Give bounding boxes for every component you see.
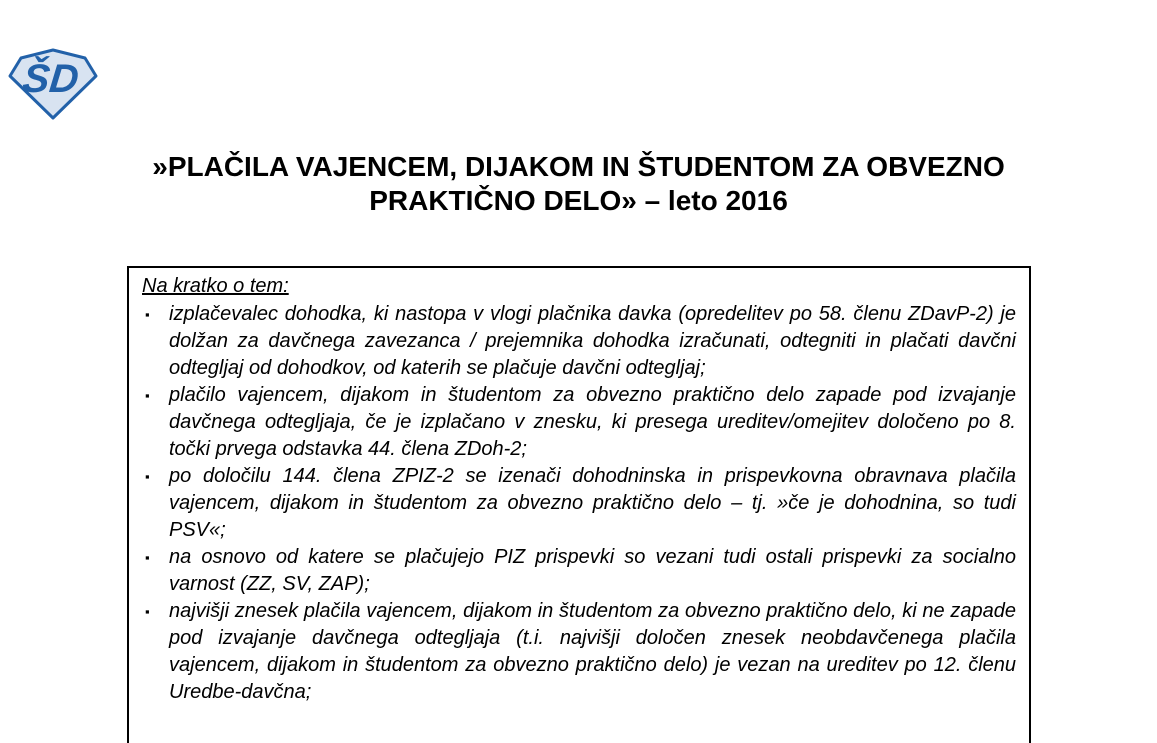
bullet-icon: ▪ [145, 388, 150, 403]
summary-box [127, 266, 1031, 743]
bullet-icon: ▪ [145, 307, 150, 322]
bullet-text: izplačevalec dohodka, ki nastopa v vlogi plačnika davka (opredelitev po 58. členu ZDavP-2) je dolžan za davčnega zavezanca / prejemnika dohodka izračunati, odtegniti in plačati davčni odtegljaj od dohodkov, od katerih se plačuje davčni odtegljaj; [169, 303, 1016, 379]
bullet-icon: ▪ [145, 550, 150, 565]
bullet-icon: ▪ [145, 469, 150, 484]
bullet-text: po določilu 144. člena ZPIZ-2 se izenači dohodninska in prispevkovna obravnava plačila vajencem, dijakom in študentom za obvezno praktično delo – tj. »če je dohodnina, so tudi PSV«; [169, 465, 1016, 541]
list-item [142, 463, 1016, 544]
list-item [142, 598, 1016, 706]
bullet-text: plačilo vajencem, dijakom in študentom za obvezno praktično delo zapade pod izvajanje davčnega odtegljaja, če je izplačano v znesku, ki presega ureditev/omejitev določeno po 8. točki prvega odstavka 44. člena ZDoh-2; [169, 384, 1016, 460]
title-line-1: »PLAČILA VAJENCEM, DIJAKOM IN ŠTUDENTOM ZA OBVEZNO [152, 151, 1005, 182]
bullet-text: najvišji znesek plačila vajencem, dijakom in študentom za obvezno praktično delo, ki ne zapade pod izvajanje davčnega odtegljaja (t.i. najvišji določen znesek neobdavčenega plačila vajencem, dijakom in študentom za obvezno praktično delo) je vezan na ureditev po 12. členu Uredbe-davčna; [169, 600, 1016, 703]
sd-logo [8, 48, 98, 120]
page-title [0, 150, 1157, 218]
list-item [142, 382, 1016, 463]
summary-heading: Na kratko o tem: [142, 275, 289, 297]
list-item [142, 544, 1016, 598]
sd-shield-icon [8, 48, 98, 120]
list-item [142, 301, 1016, 382]
sd-logo-letters: ŠD [20, 57, 81, 101]
title-line-2: PRAKTIČNO DELO» – leto 2016 [369, 185, 788, 216]
bullet-text: na osnovo od katere se plačujejo PIZ prispevki so vezani tudi ostali prispevki za socialno varnost (ZZ, SV, ZAP); [169, 546, 1016, 595]
bullet-icon: ▪ [145, 604, 150, 619]
